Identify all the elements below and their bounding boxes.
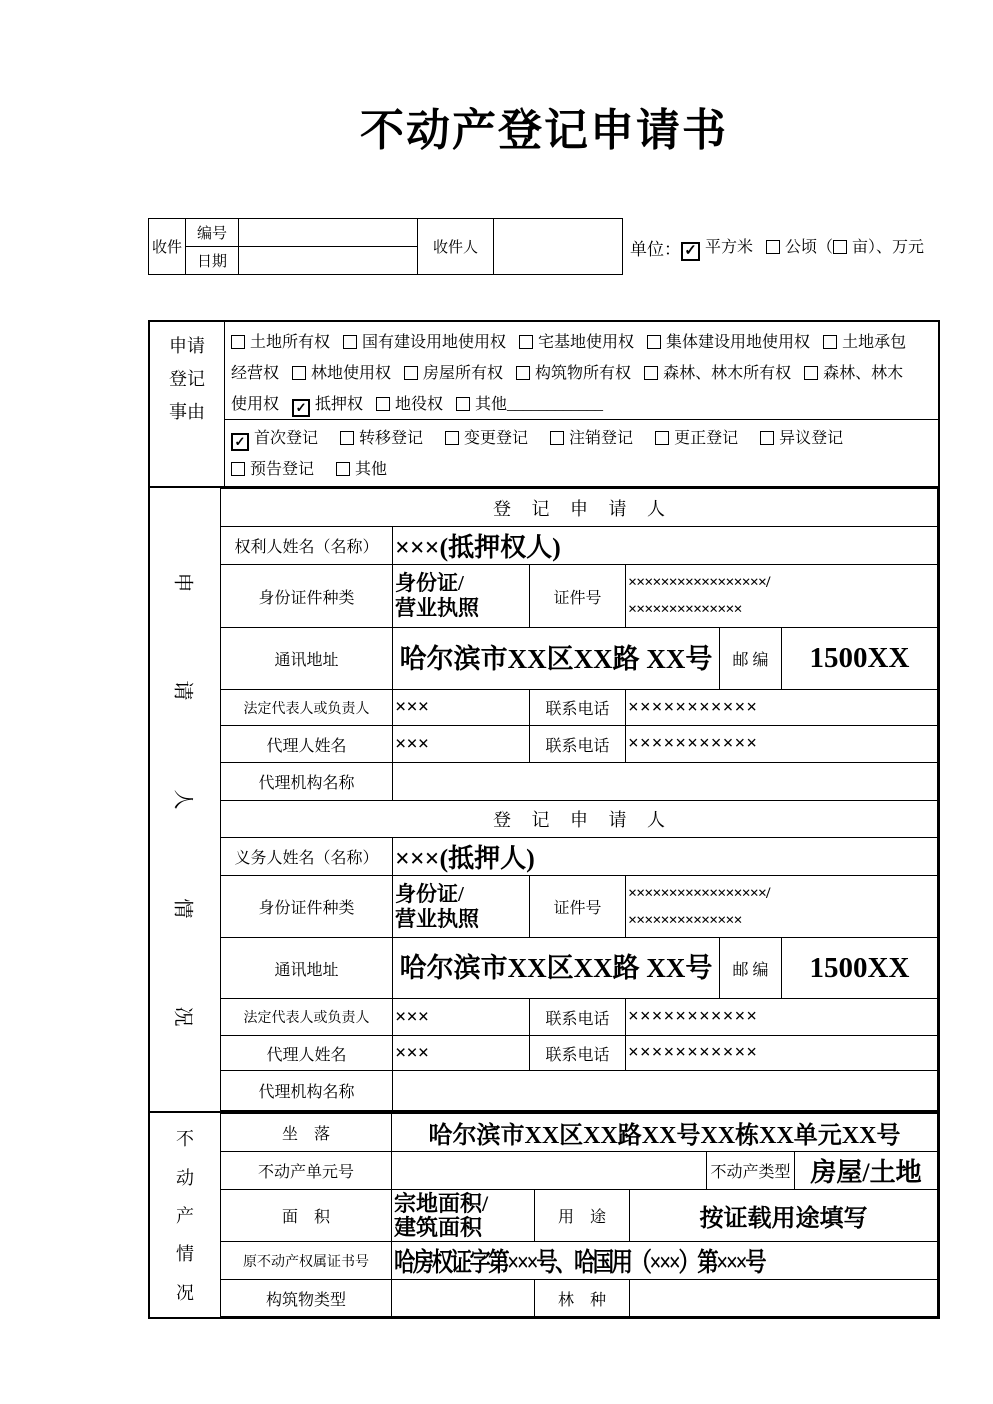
reason-side-label	[150, 322, 225, 486]
reason-side-line: 登记	[169, 369, 205, 389]
receipt-table	[148, 218, 623, 275]
vertical-label-char: 产	[175, 1205, 194, 1226]
main-form-table	[148, 320, 940, 1319]
checkbox-unchecked[interactable]	[655, 431, 669, 445]
receiver-label: 收件人	[418, 219, 494, 275]
vertical-label-char: 不	[175, 1129, 194, 1150]
phone-value[interactable]: ×××××××××××	[626, 690, 938, 726]
receipt-no-label: 编号	[186, 219, 239, 247]
agent-name-label: 代理人姓名	[221, 1036, 393, 1071]
right-type-line	[231, 358, 934, 389]
checkbox-unchecked[interactable]	[644, 366, 658, 380]
checkbox-unchecked[interactable]	[516, 366, 530, 380]
area-value[interactable]: 宗地面积/ 建筑面积	[391, 1190, 534, 1242]
vertical-label-char: 况	[171, 1006, 194, 1027]
receipt-date-field[interactable]	[239, 247, 418, 275]
option-label: 其他	[355, 461, 388, 478]
id-number-label: 证件号	[530, 876, 626, 938]
structure-type-label: 构筑物类型	[220, 1280, 391, 1317]
area-label: 面 积	[220, 1190, 391, 1242]
agency-name-label: 代理机构名称	[221, 1071, 393, 1111]
checkbox-unchecked[interactable]	[343, 335, 357, 349]
right-type-line	[231, 389, 934, 420]
option-label: 预告登记	[250, 461, 315, 478]
postcode-value[interactable]: 1500XX	[782, 938, 938, 999]
applicant-header: 登 记 申 请 人	[221, 801, 938, 838]
vertical-label-char: 情	[171, 898, 194, 919]
agent-name-value[interactable]: ×××	[393, 1036, 530, 1071]
old-certificate-label: 原不动产权属证书号	[220, 1242, 391, 1280]
agency-name-value[interactable]	[393, 1071, 938, 1111]
option-label: 首次登记	[254, 430, 319, 447]
legal-rep-label: 法定代表人或负责人	[221, 690, 393, 726]
unit-number-label: 不动产单元号	[220, 1152, 391, 1190]
id-number-value[interactable]: ×××××××××××××××××/ ××××××××××××××	[626, 565, 938, 628]
id-type-label: 身份证件种类	[221, 876, 393, 938]
old-certificate-value[interactable]: 哈房权证字第×××号、哈国用（×××）第×××号	[391, 1242, 937, 1280]
checkbox-unchecked[interactable]	[823, 335, 837, 349]
address-value[interactable]: 哈尔滨市XX区XX路 XX号	[393, 628, 720, 690]
unit-selector	[630, 233, 937, 261]
id-type-value[interactable]: 身份证/ 营业执照	[393, 565, 530, 628]
checkbox-unchecked[interactable]	[550, 431, 564, 445]
checkbox-unchecked[interactable]	[376, 397, 390, 411]
option-label: 使用权	[231, 396, 280, 413]
checkbox-unchecked[interactable]	[647, 335, 661, 349]
checkbox-unchecked[interactable]	[404, 366, 418, 380]
vertical-label-char: 动	[175, 1167, 194, 1188]
option-label: 更正登记	[674, 430, 739, 447]
agent-phone-label: 联系电话	[530, 1036, 626, 1071]
reason-side-line: 申请	[169, 336, 205, 356]
receipt-date-label: 日期	[186, 247, 239, 275]
phone-value[interactable]: ×××××××××××	[626, 999, 938, 1036]
option-label: 亩）、万元	[852, 238, 925, 256]
id-type-label: 身份证件种类	[221, 565, 393, 628]
option-label: 注销登记	[569, 430, 634, 447]
option-label: 其他____________	[475, 396, 604, 413]
option-label: 森林、林木所有权	[663, 365, 792, 382]
applicant-section	[150, 486, 938, 1111]
option-label: 变更登记	[464, 430, 529, 447]
checkbox-unchecked[interactable]	[519, 335, 533, 349]
reason-side-line: 事由	[169, 402, 205, 422]
id-type-value[interactable]: 身份证/ 营业执照	[393, 876, 530, 938]
option-label: 土地所有权	[250, 334, 331, 351]
agency-name-label: 代理机构名称	[221, 763, 393, 801]
registration-reason-section	[150, 322, 938, 486]
estate-side-label	[150, 1113, 220, 1317]
vertical-label-char: 人	[171, 789, 194, 810]
checkbox-unchecked[interactable]	[231, 335, 245, 349]
address-label: 通讯地址	[221, 938, 393, 999]
phone-label: 联系电话	[530, 690, 626, 726]
forest-type-value[interactable]	[629, 1280, 937, 1317]
rights-holder-name-label: 权利人姓名（名称）	[221, 527, 393, 565]
checkbox-unchecked[interactable]	[445, 431, 459, 445]
registration-type-options	[225, 420, 938, 486]
location-value[interactable]: 哈尔滨市XX区XX路XX号XX栋XX单元XX号	[391, 1114, 937, 1152]
id-number-label: 证件号	[530, 565, 626, 628]
option-label: 平方米	[705, 238, 754, 256]
legal-rep-value[interactable]: ×××	[393, 690, 530, 726]
phone-label: 联系电话	[530, 999, 626, 1036]
option-label: 公顷（	[785, 238, 834, 256]
option-label: 国有建设用地使用权	[362, 334, 507, 351]
applicant-header: 登 记 申 请 人	[221, 489, 938, 527]
checkbox-unchecked[interactable]	[292, 366, 306, 380]
option-label: 异议登记	[779, 430, 844, 447]
obligor-name-value[interactable]: ×××(抵押人)	[393, 838, 938, 876]
option-label: 经营权	[231, 365, 280, 382]
right-type-options	[225, 322, 938, 420]
address-value[interactable]: 哈尔滨市XX区XX路 XX号	[393, 938, 720, 999]
right-type-line	[231, 327, 934, 358]
option-label: 宅基地使用权	[538, 334, 635, 351]
obligor-name-label: 义务人姓名（名称）	[221, 838, 393, 876]
agent-name-value[interactable]: ×××	[393, 726, 530, 763]
estate-type-label: 不动产类型	[706, 1152, 794, 1190]
option-label: 土地承包	[842, 334, 907, 351]
checkbox-unchecked[interactable]	[833, 240, 847, 254]
usage-label: 用 途	[534, 1190, 629, 1242]
unit-number-value[interactable]	[391, 1152, 706, 1190]
forest-type-label: 林 种	[534, 1280, 629, 1317]
estate-table	[220, 1113, 938, 1317]
receipt-no-field[interactable]	[239, 219, 418, 247]
id-number-value[interactable]: ×××××××××××××××××/ ××××××××××××××	[626, 876, 938, 938]
vertical-label-char: 情	[175, 1244, 194, 1265]
checkbox-unchecked[interactable]	[336, 462, 350, 476]
checkbox-unchecked[interactable]	[804, 366, 818, 380]
registration-type-line	[231, 454, 934, 485]
postcode-value[interactable]: 1500XX	[782, 628, 938, 690]
checkbox-unchecked[interactable]	[766, 240, 780, 254]
estate-section	[150, 1111, 938, 1317]
usage-value[interactable]: 按证载用途填写	[629, 1190, 937, 1242]
agent-phone-value[interactable]: ×××××××××××	[626, 726, 938, 763]
option-label: 地役权	[395, 396, 444, 413]
option-label: 林地使用权	[311, 365, 392, 382]
form-title: 不动产登记申请书	[360, 106, 728, 155]
applicant-side-label	[150, 488, 220, 1111]
option-label: 集体建设用地使用权	[666, 334, 811, 351]
option-label: 抵押权	[315, 396, 364, 413]
receiver-field[interactable]	[494, 219, 623, 275]
rights-holder-name-value[interactable]: ×××(抵押权人)	[393, 527, 938, 565]
checkbox-unchecked[interactable]	[456, 397, 470, 411]
checkbox-unchecked[interactable]	[760, 431, 774, 445]
agent-name-label: 代理人姓名	[221, 726, 393, 763]
receipt-group-label: 收件	[149, 219, 186, 275]
checkbox-unchecked[interactable]	[231, 462, 245, 476]
agency-name-value[interactable]	[393, 763, 938, 801]
agent-phone-label: 联系电话	[530, 726, 626, 763]
registration-type-line	[231, 423, 934, 454]
address-label: 通讯地址	[221, 628, 393, 690]
option-label: 构筑物所有权	[535, 365, 632, 382]
legal-rep-label: 法定代表人或负责人	[221, 999, 393, 1036]
vertical-label-char: 申	[171, 572, 194, 593]
checkbox-checked[interactable]: ✓	[681, 242, 700, 261]
unit-label: 单位：	[630, 239, 681, 259]
legal-rep-value[interactable]: ×××	[393, 999, 530, 1036]
checkbox-checked[interactable]: ✓	[231, 433, 249, 451]
checkbox-checked[interactable]: ✓	[292, 399, 310, 417]
structure-type-value[interactable]	[391, 1280, 534, 1317]
postcode-label: 邮 编	[720, 628, 782, 690]
applicant-table	[220, 488, 938, 1111]
option-label: 森林、林木	[823, 365, 904, 382]
unit-options	[681, 232, 937, 263]
option-label: 房屋所有权	[423, 365, 504, 382]
vertical-label-char: 况	[175, 1282, 194, 1303]
estate-type-value[interactable]: 房屋/土地	[794, 1152, 937, 1190]
postcode-label: 邮 编	[720, 938, 782, 999]
location-label: 坐 落	[220, 1114, 391, 1152]
checkbox-unchecked[interactable]	[340, 431, 354, 445]
option-label: 转移登记	[359, 430, 424, 447]
agent-phone-value[interactable]: ×××××××××××	[626, 1036, 938, 1071]
vertical-label-char: 请	[171, 680, 194, 701]
